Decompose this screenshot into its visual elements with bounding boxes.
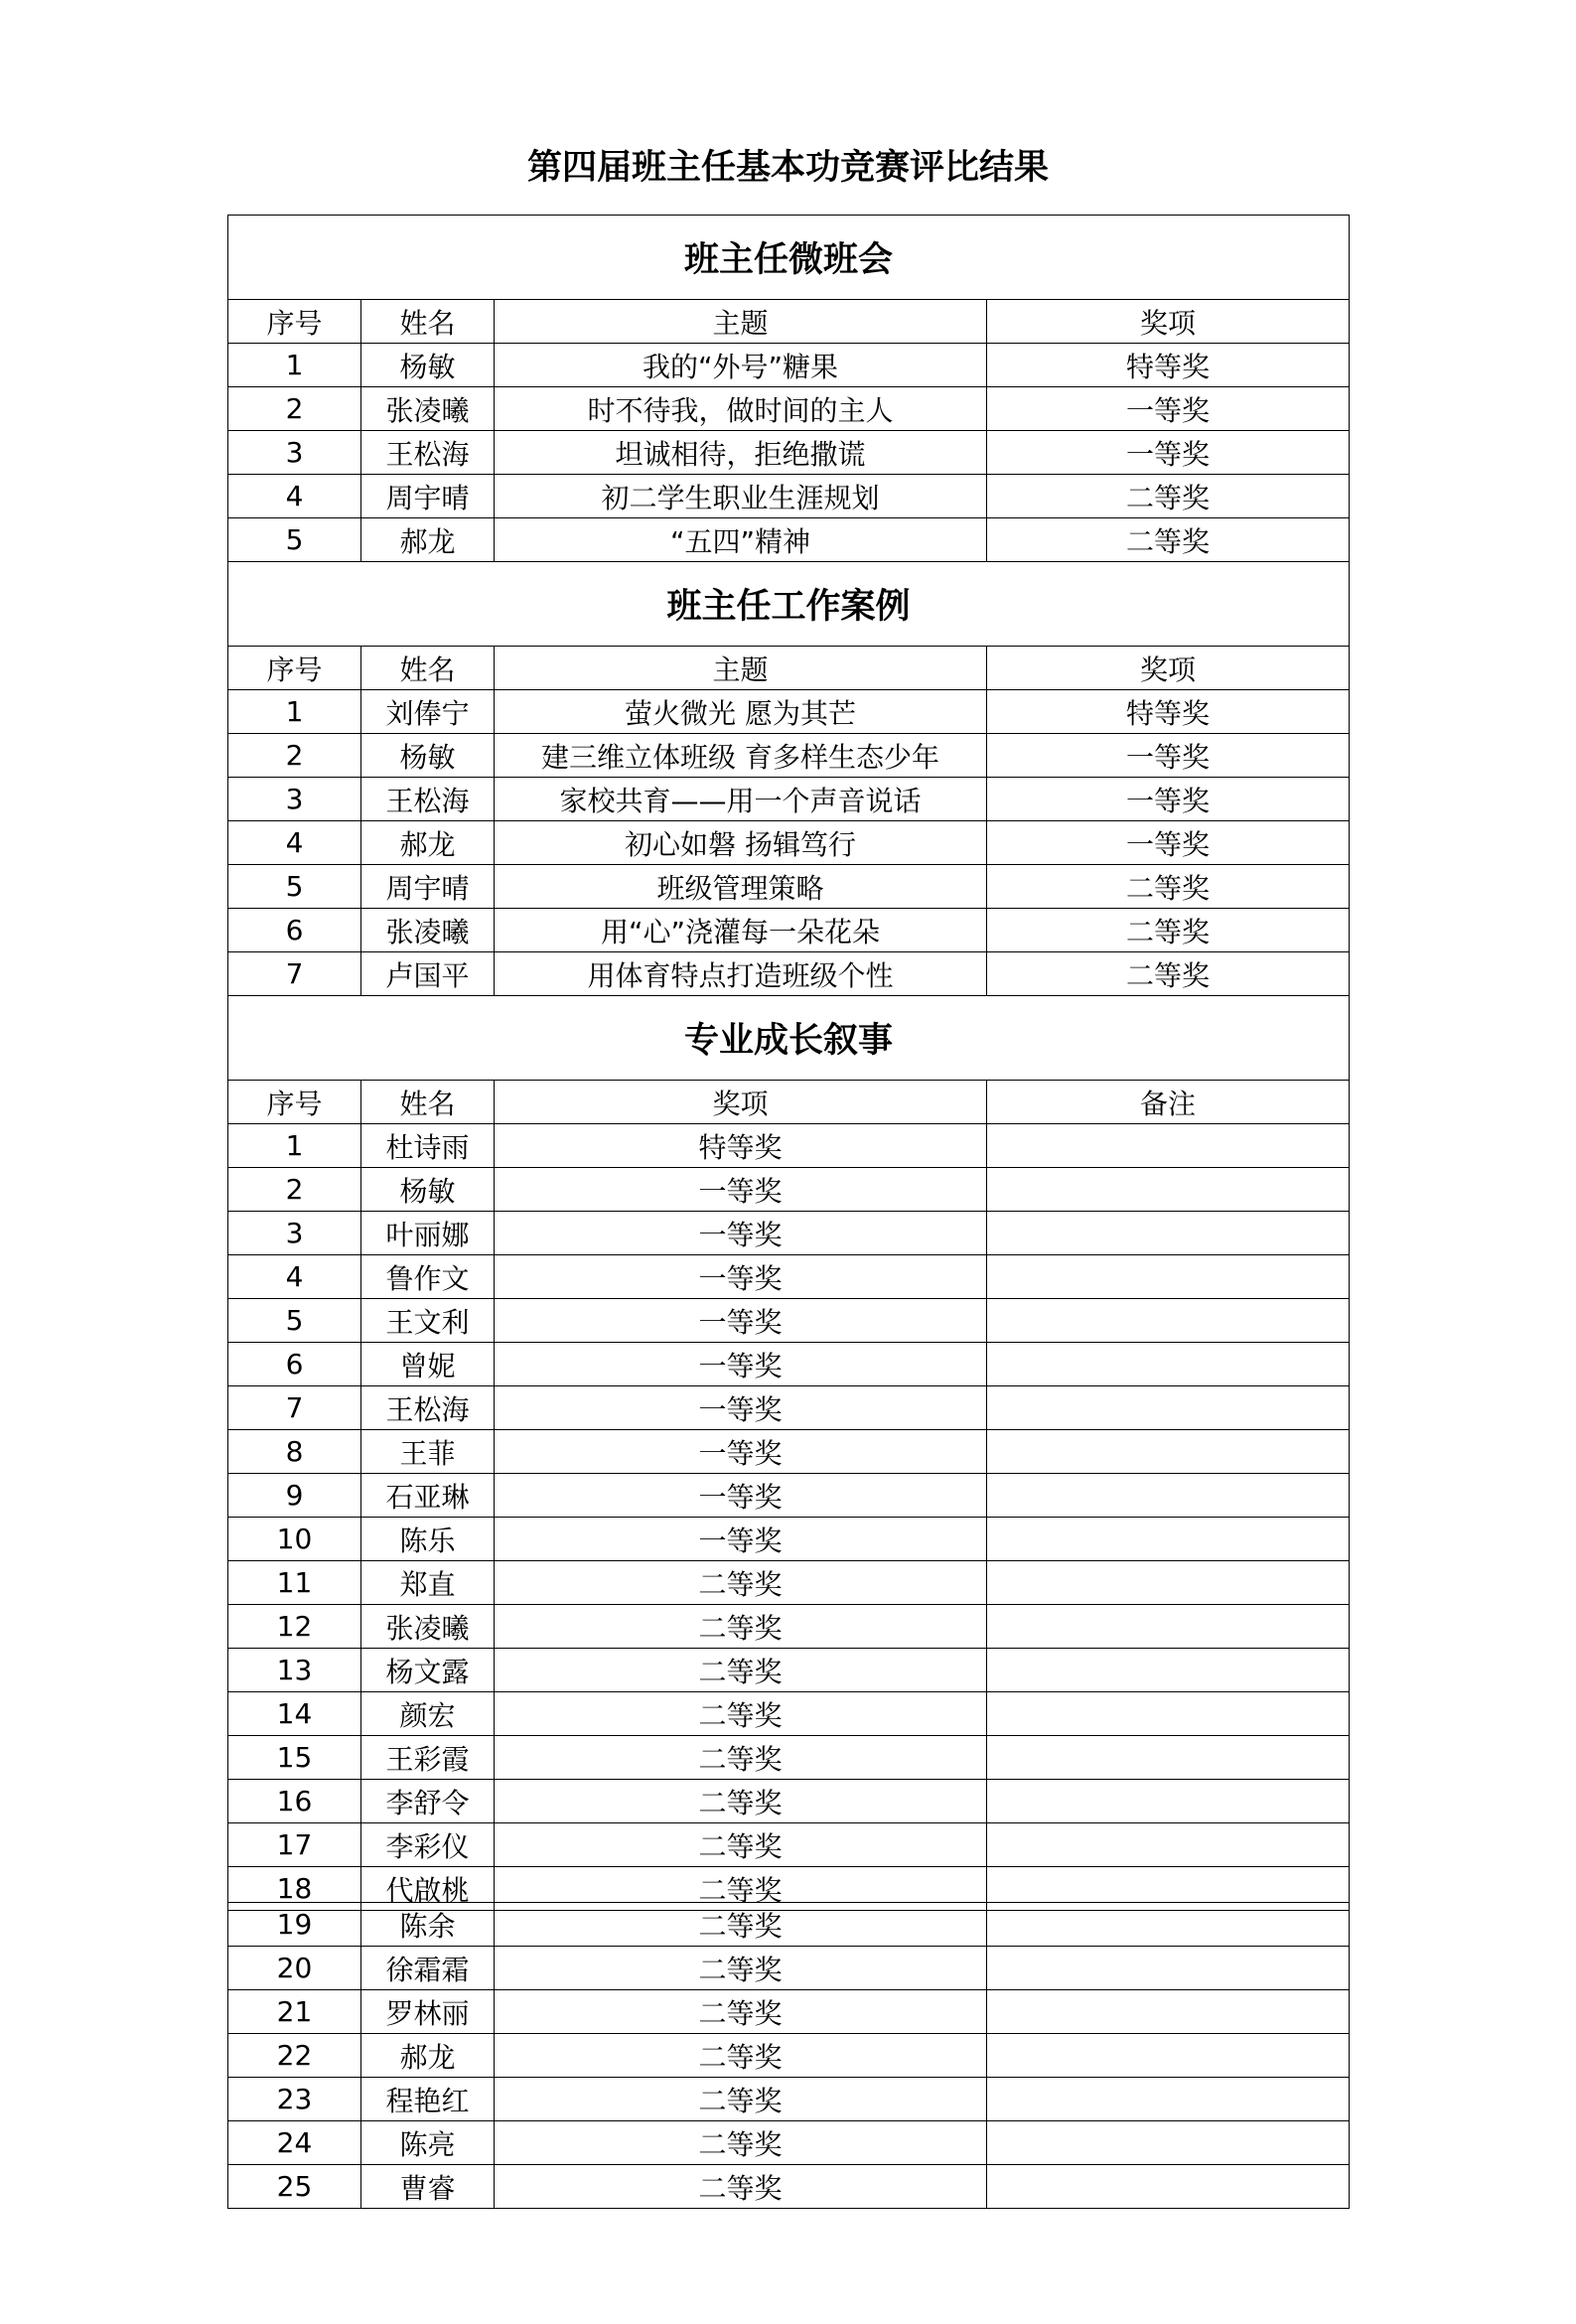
table-row (228, 1903, 1350, 1947)
cell-index: 7 (228, 1386, 361, 1430)
cell-name: 王文利 (361, 1299, 495, 1343)
cell-remark (987, 1903, 1350, 1947)
cell-topic: 家校共育——用一个声音说话 (495, 778, 987, 821)
cell-index: 17 (228, 1823, 361, 1867)
cell-name: 李彩仪 (361, 1823, 495, 1867)
cell-index: 5 (228, 518, 361, 562)
cell-award: 一等奖 (495, 1386, 987, 1430)
cell-topic: 初心如磐 扬辑笃行 (495, 821, 987, 865)
cell-name: 鲁作文 (361, 1255, 495, 1299)
table-row (228, 1990, 1350, 2034)
cell-name: 王松海 (361, 431, 495, 475)
cell-index: 2 (228, 387, 361, 431)
table-row (228, 1474, 1350, 1518)
table-row (228, 734, 1350, 778)
cell-index: 3 (228, 778, 361, 821)
column-header-2: 姓名 (361, 1081, 495, 1124)
table-row (228, 431, 1350, 475)
table-row (228, 344, 1350, 387)
cell-award: 一等奖 (495, 1299, 987, 1343)
cell-remark (987, 1823, 1350, 1867)
cell-award: 二等奖 (495, 1605, 987, 1649)
cell-award: 一等奖 (987, 431, 1350, 475)
section-title: 专业成长叙事 (228, 996, 1350, 1081)
cell-award: 二等奖 (495, 1736, 987, 1780)
cell-index: 21 (228, 1990, 361, 2034)
table-row (228, 1518, 1350, 1561)
cell-index: 16 (228, 1780, 361, 1823)
cell-index: 9 (228, 1474, 361, 1518)
cell-award: 二等奖 (495, 1649, 987, 1692)
cell-remark (987, 1947, 1350, 1990)
column-header-2: 姓名 (361, 647, 495, 690)
cell-index: 1 (228, 1124, 361, 1168)
cell-remark (987, 1518, 1350, 1561)
cell-name: 郝龙 (361, 518, 495, 562)
cell-index: 5 (228, 865, 361, 909)
column-header-4: 奖项 (987, 300, 1350, 344)
cell-award: 特等奖 (495, 1124, 987, 1168)
table-row (228, 2078, 1350, 2121)
table-row (228, 1299, 1350, 1343)
column-header-1: 序号 (228, 300, 361, 344)
table-row (228, 1212, 1350, 1255)
column-header-4: 奖项 (987, 647, 1350, 690)
cell-index: 22 (228, 2034, 361, 2078)
cell-remark (987, 2078, 1350, 2121)
cell-index: 19 (228, 1903, 361, 1947)
cell-remark (987, 1736, 1350, 1780)
table-row (228, 1124, 1350, 1168)
cell-name: 周宇晴 (361, 475, 495, 518)
header-row (228, 1081, 1350, 1124)
cell-index: 3 (228, 431, 361, 475)
cell-topic: 时不待我，做时间的主人 (495, 387, 987, 431)
cell-name: 罗林丽 (361, 1990, 495, 2034)
table-row (228, 1605, 1350, 1649)
cell-name: 张凌曦 (361, 909, 495, 952)
cell-remark (987, 1430, 1350, 1474)
cell-award: 二等奖 (495, 1903, 987, 1947)
cell-name: 曾妮 (361, 1343, 495, 1386)
cell-name: 李舒令 (361, 1780, 495, 1823)
cell-remark (987, 1343, 1350, 1386)
cell-award: 二等奖 (495, 1990, 987, 2034)
table-row (228, 865, 1350, 909)
cell-index: 2 (228, 734, 361, 778)
cell-remark (987, 1990, 1350, 2034)
cell-award: 一等奖 (495, 1518, 987, 1561)
cell-award: 二等奖 (495, 2165, 987, 2209)
table-row (228, 2034, 1350, 2078)
table-row (228, 1823, 1350, 1867)
cell-award: 二等奖 (495, 1823, 987, 1867)
cell-name: 叶丽娜 (361, 1212, 495, 1255)
cell-topic: 初二学生职业生涯规划 (495, 475, 987, 518)
column-header-3: 主题 (495, 647, 987, 690)
column-header-4: 备注 (987, 1081, 1350, 1124)
cell-award: 二等奖 (987, 952, 1350, 996)
cell-remark (987, 1168, 1350, 1212)
cell-name: 王彩霞 (361, 1736, 495, 1780)
table-row (228, 821, 1350, 865)
section-title-row (228, 562, 1350, 647)
cell-name: 张凌曦 (361, 1605, 495, 1649)
table-row (228, 1430, 1350, 1474)
cell-award: 二等奖 (495, 1561, 987, 1605)
cell-index: 23 (228, 2078, 361, 2121)
table-row (228, 1343, 1350, 1386)
cell-award: 二等奖 (987, 909, 1350, 952)
cell-name: 徐霜霜 (361, 1947, 495, 1990)
cell-name: 曹睿 (361, 2165, 495, 2209)
cell-index: 4 (228, 475, 361, 518)
cell-name: 陈余 (361, 1903, 495, 1947)
cell-remark (987, 1474, 1350, 1518)
cell-remark (987, 1124, 1350, 1168)
table-row (228, 952, 1350, 996)
cell-name: 张凌曦 (361, 387, 495, 431)
cell-name: 杜诗雨 (361, 1124, 495, 1168)
cell-index: 8 (228, 1430, 361, 1474)
cell-remark (987, 2165, 1350, 2209)
cell-index: 7 (228, 952, 361, 996)
header-row (228, 647, 1350, 690)
cell-award: 二等奖 (987, 475, 1350, 518)
cell-award: 一等奖 (987, 821, 1350, 865)
cell-name: 周宇晴 (361, 865, 495, 909)
cell-award: 二等奖 (495, 1780, 987, 1823)
table-row (228, 690, 1350, 734)
cell-topic: 建三维立体班级 育多样生态少年 (495, 734, 987, 778)
cell-name: 杨文露 (361, 1649, 495, 1692)
cell-remark (987, 1605, 1350, 1649)
cell-award: 二等奖 (987, 518, 1350, 562)
header-row (228, 300, 1350, 344)
cell-name: 石亚琳 (361, 1474, 495, 1518)
cell-award: 二等奖 (495, 1692, 987, 1736)
cell-index: 18 (228, 1867, 361, 1911)
table-row (228, 1386, 1350, 1430)
section-title: 班主任工作案例 (228, 562, 1350, 647)
cell-topic: 用“心”浇灌每一朵花朵 (495, 909, 987, 952)
cell-remark (987, 1386, 1350, 1430)
table-row (228, 475, 1350, 518)
cell-name: 卢国平 (361, 952, 495, 996)
cell-name: 陈乐 (361, 1518, 495, 1561)
cell-name: 王松海 (361, 778, 495, 821)
cell-award: 二等奖 (495, 2078, 987, 2121)
table-row (228, 1736, 1350, 1780)
cell-topic: 班级管理策略 (495, 865, 987, 909)
cell-award: 一等奖 (495, 1168, 987, 1212)
cell-remark (987, 1212, 1350, 1255)
cell-award: 特等奖 (987, 690, 1350, 734)
section-title-row (228, 216, 1350, 300)
column-header-3: 主题 (495, 300, 987, 344)
cell-name: 杨敏 (361, 1168, 495, 1212)
cell-award: 一等奖 (495, 1430, 987, 1474)
cell-name: 郝龙 (361, 821, 495, 865)
cell-index: 4 (228, 1255, 361, 1299)
table-row (228, 909, 1350, 952)
cell-award: 二等奖 (495, 2121, 987, 2165)
cell-name: 杨敏 (361, 344, 495, 387)
cell-index: 5 (228, 1299, 361, 1343)
cell-index: 14 (228, 1692, 361, 1736)
cell-name: 郝龙 (361, 2034, 495, 2078)
cell-remark (987, 1780, 1350, 1823)
cell-award: 一等奖 (495, 1255, 987, 1299)
section-title-row (228, 996, 1350, 1081)
cell-award: 二等奖 (495, 2034, 987, 2078)
cell-name: 程艳红 (361, 2078, 495, 2121)
cell-name: 陈亮 (361, 2121, 495, 2165)
results-table-continued (227, 1902, 1350, 2209)
cell-index: 1 (228, 690, 361, 734)
cell-award: 一等奖 (987, 778, 1350, 821)
cell-name: 颜宏 (361, 1692, 495, 1736)
cell-topic: 我的“外号”糖果 (495, 344, 987, 387)
cell-award: 一等奖 (495, 1474, 987, 1518)
cell-topic: “五四”精神 (495, 518, 987, 562)
results-table (227, 215, 1350, 1911)
cell-award: 二等奖 (987, 865, 1350, 909)
column-header-2: 姓名 (361, 300, 495, 344)
cell-index: 11 (228, 1561, 361, 1605)
table-row (228, 2121, 1350, 2165)
cell-award: 一等奖 (987, 734, 1350, 778)
cell-remark (987, 1255, 1350, 1299)
cell-name: 代啟桃 (361, 1867, 495, 1911)
cell-remark (987, 1649, 1350, 1692)
cell-index: 13 (228, 1649, 361, 1692)
cell-award: 一等奖 (495, 1212, 987, 1255)
cell-index: 25 (228, 2165, 361, 2209)
cell-index: 3 (228, 1212, 361, 1255)
column-header-1: 序号 (228, 1081, 361, 1124)
cell-index: 4 (228, 821, 361, 865)
page-title: 第四届班主任基本功竞赛评比结果 (526, 148, 1049, 188)
cell-award: 特等奖 (987, 344, 1350, 387)
table-row (228, 1947, 1350, 1990)
cell-topic: 用体育特点打造班级个性 (495, 952, 987, 996)
cell-name: 王松海 (361, 1386, 495, 1430)
column-header-3: 奖项 (495, 1081, 987, 1124)
cell-index: 24 (228, 2121, 361, 2165)
cell-topic: 坦诚相待，拒绝撒谎 (495, 431, 987, 475)
cell-name: 刘俸宁 (361, 690, 495, 734)
cell-topic: 萤火微光 愿为其芒 (495, 690, 987, 734)
table-row (228, 1255, 1350, 1299)
table-row (228, 2165, 1350, 2209)
cell-award: 二等奖 (495, 1867, 987, 1911)
cell-name: 王菲 (361, 1430, 495, 1474)
table-row (228, 1561, 1350, 1605)
table-row (228, 1168, 1350, 1212)
column-header-1: 序号 (228, 647, 361, 690)
cell-remark (987, 2121, 1350, 2165)
cell-index: 6 (228, 909, 361, 952)
cell-index: 10 (228, 1518, 361, 1561)
cell-award: 二等奖 (495, 1947, 987, 1990)
cell-index: 20 (228, 1947, 361, 1990)
cell-index: 12 (228, 1605, 361, 1649)
cell-remark (987, 1692, 1350, 1736)
cell-name: 杨敏 (361, 734, 495, 778)
table-row (228, 1692, 1350, 1736)
cell-remark (987, 1561, 1350, 1605)
table-row (228, 518, 1350, 562)
cell-award: 一等奖 (987, 387, 1350, 431)
section-title: 班主任微班会 (228, 216, 1350, 300)
cell-index: 15 (228, 1736, 361, 1780)
table-row (228, 387, 1350, 431)
table-row (228, 778, 1350, 821)
cell-name: 郑直 (361, 1561, 495, 1605)
table-row (228, 1649, 1350, 1692)
cell-remark (987, 1299, 1350, 1343)
cell-index: 1 (228, 344, 361, 387)
cell-award: 一等奖 (495, 1343, 987, 1386)
table-row (228, 1780, 1350, 1823)
cell-remark (987, 2034, 1350, 2078)
cell-index: 6 (228, 1343, 361, 1386)
cell-index: 2 (228, 1168, 361, 1212)
